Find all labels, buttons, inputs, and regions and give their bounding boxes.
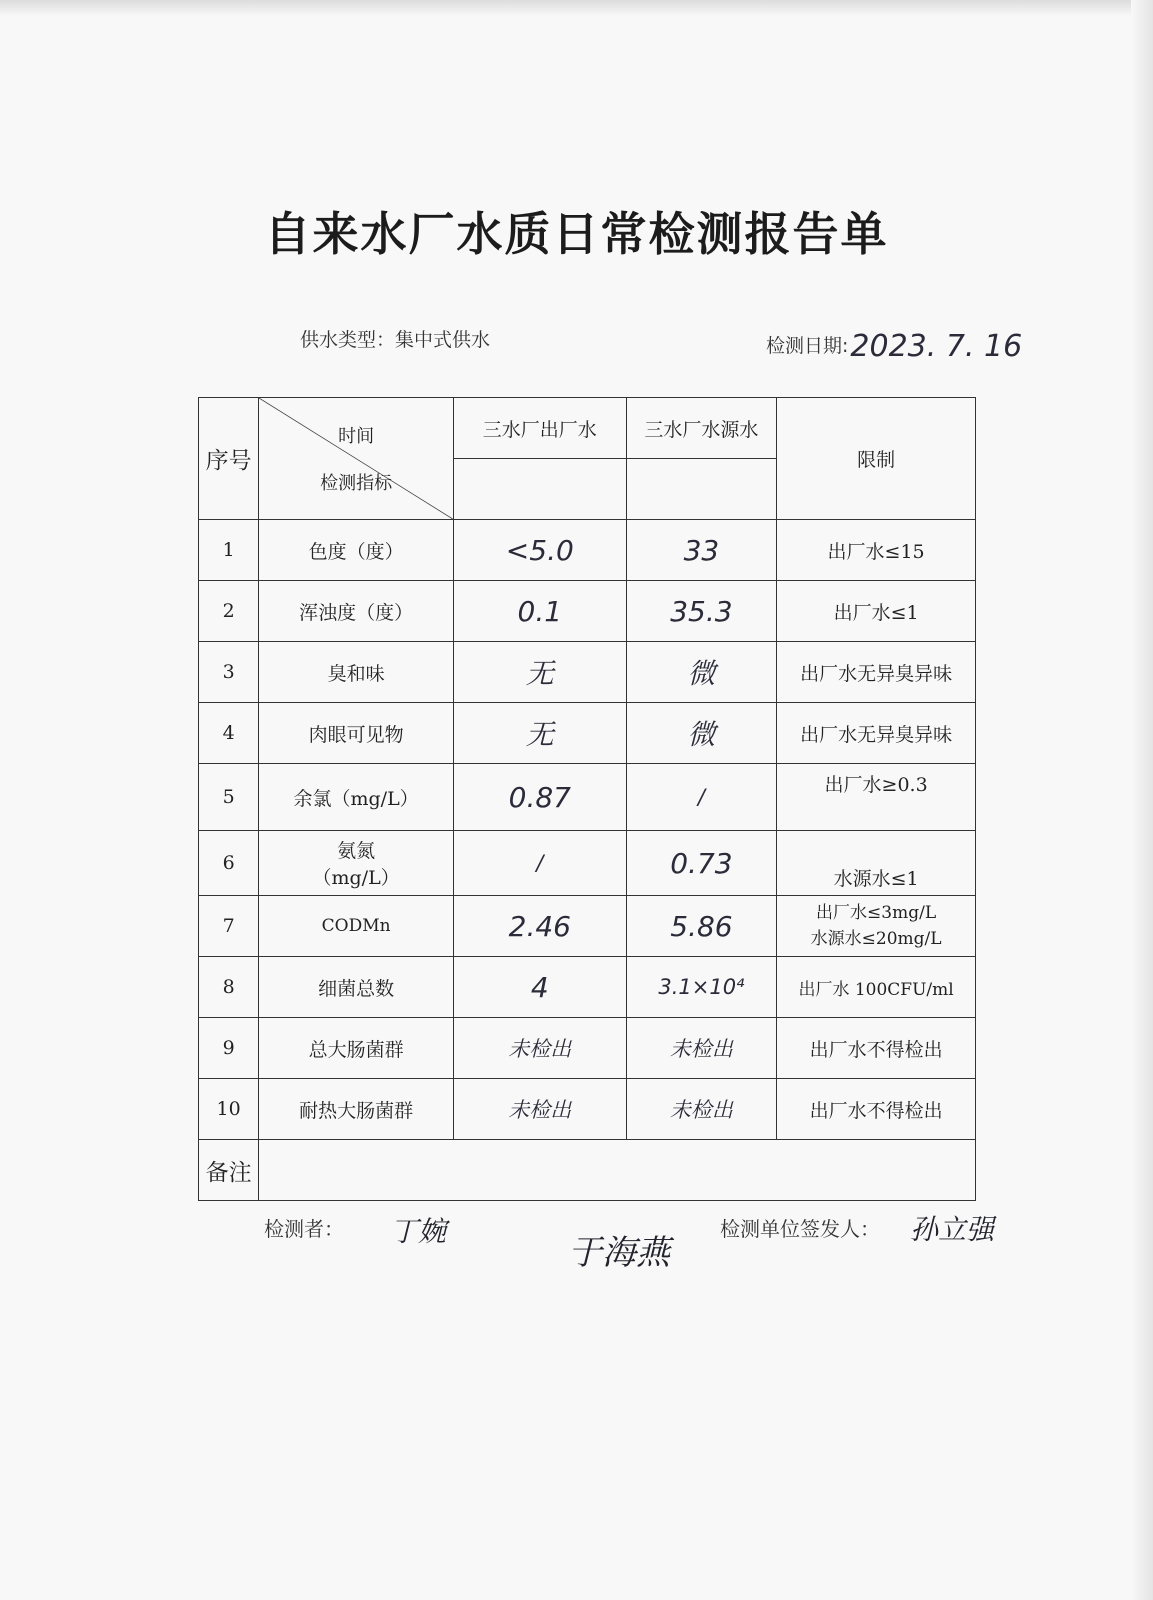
tester-signature-2: 于海燕 [568, 1233, 670, 1273]
row-value-source: 微 [626, 703, 777, 764]
report-title: 自来水厂水质日常检测报告单 [264, 207, 889, 261]
row-value-outlet: 未检出 [453, 1079, 626, 1140]
header-seq: 序号 [199, 398, 259, 520]
row-value-outlet: 2.46 [453, 896, 626, 957]
row-value-source: 5.86 [626, 896, 777, 957]
row-limit: 出厂水不得检出 [777, 1018, 976, 1079]
row-value-source: 3.1×10⁴ [626, 957, 777, 1018]
row-limit: 出厂水≤15 [777, 520, 976, 581]
row-indicator: CODMn [259, 896, 454, 957]
test-date-value: 2023. 7. 16 [850, 329, 1023, 364]
row-limit: 出厂水≥0.3 [777, 764, 976, 831]
row-no: 8 [199, 957, 259, 1018]
row-limit: 出厂水不得检出 [777, 1079, 976, 1140]
row-value-outlet: 4 [453, 957, 626, 1018]
table-row [199, 581, 976, 642]
table-row [199, 642, 976, 703]
note-value [259, 1140, 976, 1201]
header-col1-blank [453, 459, 626, 520]
row-value-source: 未检出 [626, 1018, 777, 1079]
row-no: 2 [199, 581, 259, 642]
diagonal-line [259, 398, 453, 519]
note-label: 备注 [199, 1140, 259, 1201]
row-value-outlet: / [453, 831, 626, 896]
report-table [198, 397, 976, 1201]
row-indicator-line2: （mg/L） [312, 867, 400, 889]
row-value-source: / [626, 764, 777, 831]
row-value-outlet: 0.1 [453, 581, 626, 642]
test-date-label: 检测日期: [766, 335, 849, 357]
row-value-source: 未检出 [626, 1079, 777, 1140]
signer-label: 检测单位签发人： [720, 1217, 880, 1241]
table-row [199, 1079, 976, 1140]
row-limit [777, 896, 976, 957]
header-col1: 三水厂出厂水 [453, 398, 626, 459]
row-limit: 水源水≤1 [777, 831, 976, 896]
issuer-signature: 孙立强 [910, 1213, 995, 1246]
row-value-outlet: 无 [453, 703, 626, 764]
header-col2-blank [626, 459, 777, 520]
row-value-source: 0.73 [626, 831, 777, 896]
supply-type: 供水类型：集中式供水 [300, 329, 491, 351]
row-indicator: 臭和味 [259, 642, 454, 703]
row-limit: 出厂水无异臭异味 [777, 703, 976, 764]
row-no: 9 [199, 1018, 259, 1079]
tester-label: 检测者： [264, 1217, 344, 1241]
header-indicator: 检测指标 [320, 473, 393, 494]
row-indicator: 肉眼可见物 [259, 703, 454, 764]
row-value-source: 微 [626, 642, 777, 703]
header-time: 时间 [338, 426, 375, 447]
table-row [199, 896, 976, 957]
header-limit: 限制 [777, 398, 976, 520]
row-indicator: 色度（度） [259, 520, 454, 581]
table-row [199, 957, 976, 1018]
row-value-outlet: 未检出 [453, 1018, 626, 1079]
row-no: 7 [199, 896, 259, 957]
row-limit: 出厂水≤1 [777, 581, 976, 642]
row-limit-line2: 水源水≤20mg/L [810, 929, 942, 949]
row-value-outlet: <5.0 [453, 520, 626, 581]
header-diagonal-cell [259, 398, 454, 520]
scan-edge-top [0, 0, 1153, 16]
test-date [766, 325, 1023, 364]
row-no: 5 [199, 764, 259, 831]
row-indicator [259, 831, 454, 896]
row-indicator: 浑浊度（度） [259, 581, 454, 642]
row-no: 4 [199, 703, 259, 764]
row-no: 1 [199, 520, 259, 581]
row-indicator: 总大肠菌群 [259, 1018, 454, 1079]
row-indicator: 耐热大肠菌群 [259, 1079, 454, 1140]
row-limit-line1: 出厂水≤3mg/L [816, 903, 937, 923]
row-no: 6 [199, 831, 259, 896]
header-row [199, 398, 976, 459]
row-limit: 出厂水无异臭异味 [777, 642, 976, 703]
tester-signature-1: 丁婉 [390, 1215, 447, 1248]
note-row [199, 1140, 976, 1201]
table-row [199, 520, 976, 581]
row-no: 3 [199, 642, 259, 703]
row-no: 10 [199, 1079, 259, 1140]
row-value-outlet: 无 [453, 642, 626, 703]
row-indicator-line1: 氨氮 [337, 840, 376, 862]
row-indicator: 余氯（mg/L） [259, 764, 454, 831]
row-value-source: 33 [626, 520, 777, 581]
row-indicator: 细菌总数 [259, 957, 454, 1018]
row-limit: 出厂水 100CFU/ml [777, 957, 976, 1018]
row-value-source: 35.3 [626, 581, 777, 642]
table-row [199, 1018, 976, 1079]
header-col2: 三水厂水源水 [626, 398, 777, 459]
row-value-outlet: 0.87 [453, 764, 626, 831]
table-row [199, 831, 976, 896]
table-row [199, 764, 976, 831]
table-row [199, 703, 976, 764]
